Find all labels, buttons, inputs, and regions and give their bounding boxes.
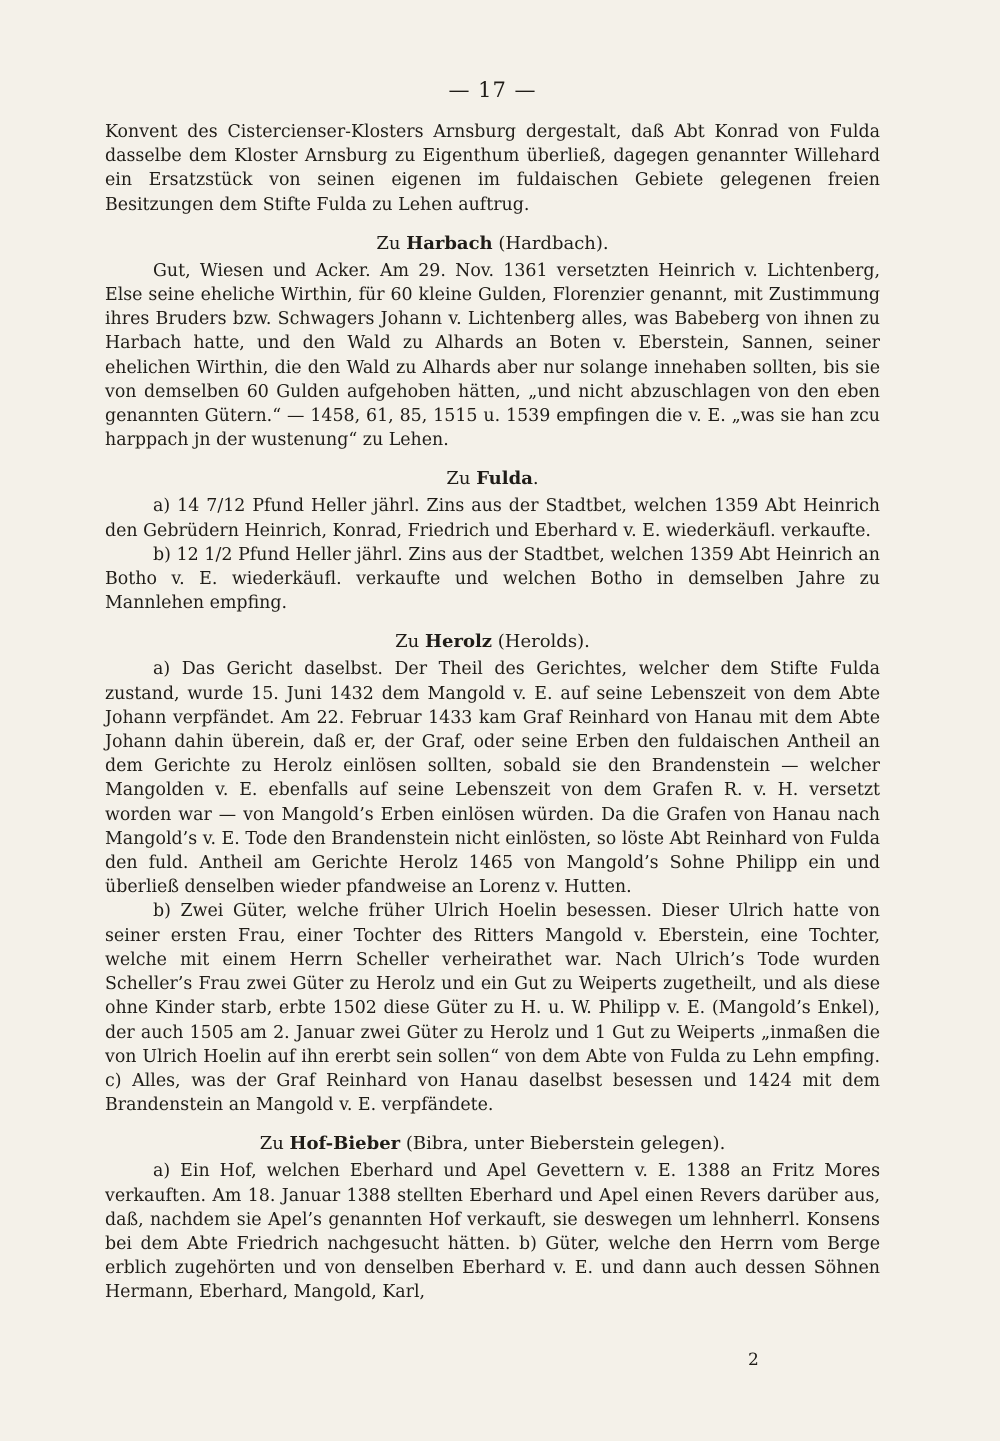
heading-suffix: (Hardbach).: [492, 232, 609, 254]
paragraph-intro: Konvent des Cistercienser-Klosters Arnsburg dergestalt, daß Abt Konrad von Fulda dasselbe dem Kloster Arnsburg zu Eigenthum überließ, dagegen genannter Willehard ein Ersatzstück von seinen eigenen im fuldaischen Gebiete gelegenen freien Besitzungen dem Stifte Fulda zu Lehen auftrug.: [105, 122, 880, 215]
paragraph-harbach: Gut, Wiesen und Acker. Am 29. Nov. 1361 versetzten Heinrich v. Lichtenberg, Else seine eheliche Wirthin, für 60 kleine Gulden, Florenzier genannt, mit Zustimmung ihres Bruders bzw. Schwagers Johann v. Lichtenberg alles, was Babeberg von ihnen zu Harbach hatte, und den Wald zu Alhards an Boten v. Eberstein, Sannen, seiner ehelichen Wirthin, die den Wald zu Alhards aber nur solange innehaben sollten, bis sie von demselben 60 Gulden aufgehoben hätten, „und nicht abzuschlagen von den eben genannten Gütern.“ — 1458, 61, 85, 1515 u. 1539 empfingen die v. E. „was sie han zcu harppach jn der wustenung“ zu Lehen.: [105, 260, 880, 451]
heading-suffix: (Herolds).: [492, 631, 590, 653]
heading-prefix: Zu: [395, 631, 425, 653]
page-number: — 17 —: [448, 78, 537, 102]
heading-place: Hof-Bieber: [289, 1133, 401, 1155]
heading-place: Herolz: [425, 631, 493, 653]
paragraph-fulda-b: b) 12 1/2 Pfund Heller jährl. Zins aus der Stadtbet, welchen 1359 Abt Heinrich an Botho v. E. wiederkäufl. verkaufte und welchen Botho in demselben Jahre zu Mannlehen empfing.: [105, 544, 880, 614]
paragraph-hof-bieber: a) Ein Hof, welchen Eberhard und Apel Gevettern v. E. 1388 an Fritz Mores verkauften. Am 18. Januar 1388 stellten Eberhard und Apel einen Revers darüber aus, daß, nachdem sie Apel’s genannten Hof verkauft, sie deswegen um lehnherrl. Konsens bei dem Abte Friedrich nachgesucht hätten. b) Güter, welche den Herrn vom Berge erblich zugehörten und von denselben Eberhard v. E. und dann auch dessen Söhnen Hermann, Eberhard, Mangold, Karl,: [105, 1161, 880, 1303]
heading-prefix: Zu: [259, 1133, 290, 1155]
heading-prefix: Zu: [446, 468, 477, 490]
section-heading-herolz: [105, 630, 880, 654]
section-heading-hof-bieber: [105, 1132, 880, 1156]
heading-suffix: .: [532, 468, 539, 490]
page-body: [105, 78, 880, 1305]
paragraph-herolz-b: b) Zwei Güter, welche früher Ulrich Hoelin besessen. Dieser Ulrich hatte von seiner ersten Frau, einer Tochter des Ritters Mangold v. Eberstein, eine Tochter, welche mit einem Herrn Scheller verheirathet war. Nach Ulrich’s Tode wurden Scheller’s Frau zwei Güter zu Herolz und ein Gut zu Weiperts zugetheilt, und als diese ohne Kinder starb, erbte 1502 diese Güter zu H. u. W. Philipp v. E. (Mangold’s Enkel), der auch 1505 am 2. Januar zwei Güter zu Herolz und 1 Gut zu Weiperts „inmaßen die von Ulrich Hoelin auf ihn ererbt sein sollen“ von dem Abte von Fulda zu Lehn empfing. c) Alles, was der Graf Reinhard von Hanau daselbst besessen und 1424 mit dem Brandenstein an Mangold v. E. verpfändete.: [105, 901, 880, 1116]
heading-prefix: Zu: [376, 232, 407, 254]
signature-mark: 2: [748, 1350, 759, 1370]
paragraph-fulda-a: a) 14 7/12 Pfund Heller jährl. Zins aus der Stadtbet, welchen 1359 Abt Heinrich den Gebrüdern Heinrich, Konrad, Friedrich und Eberhard v. E. wiederkäufl. verkaufte.: [105, 496, 880, 541]
heading-place: Fulda: [476, 468, 533, 490]
section-heading-harbach: [105, 232, 880, 256]
heading-place: Harbach: [406, 232, 493, 254]
heading-suffix: (Bibra, unter Bieberstein gelegen).: [400, 1133, 726, 1155]
section-heading-fulda: [105, 467, 880, 491]
paragraph-herolz-a: a) Das Gericht daselbst. Der Theil des Gerichtes, welcher dem Stifte Fulda zustand, wurde 15. Juni 1432 dem Mangold v. E. auf seine Lebenszeit von dem Abte Johann verpfändet. Am 22. Februar 1433 kam Graf Reinhard von Hanau mit dem Abte Johann dahin überein, daß er, der Graf, oder seine Erben den fuldaischen Antheil an dem Gerichte zu Herolz einlösen sollten, sobald sie den Brandenstein — welcher Mangolden v. E. ebenfalls auf seine Lebenszeit von dem Grafen R. v. H. versetzt worden war — von Mangold’s Erben einlösen würden. Da die Grafen von Hanau nach Mangold’s v. E. Tode den Brandenstein nicht einlösten, so löste Abt Reinhard von Fulda den fuld. Antheil am Gerichte Herolz 1465 von Mangold’s Sohne Philipp ein und überließ denselben wieder pfandweise an Lorenz v. Hutten.: [105, 659, 880, 898]
